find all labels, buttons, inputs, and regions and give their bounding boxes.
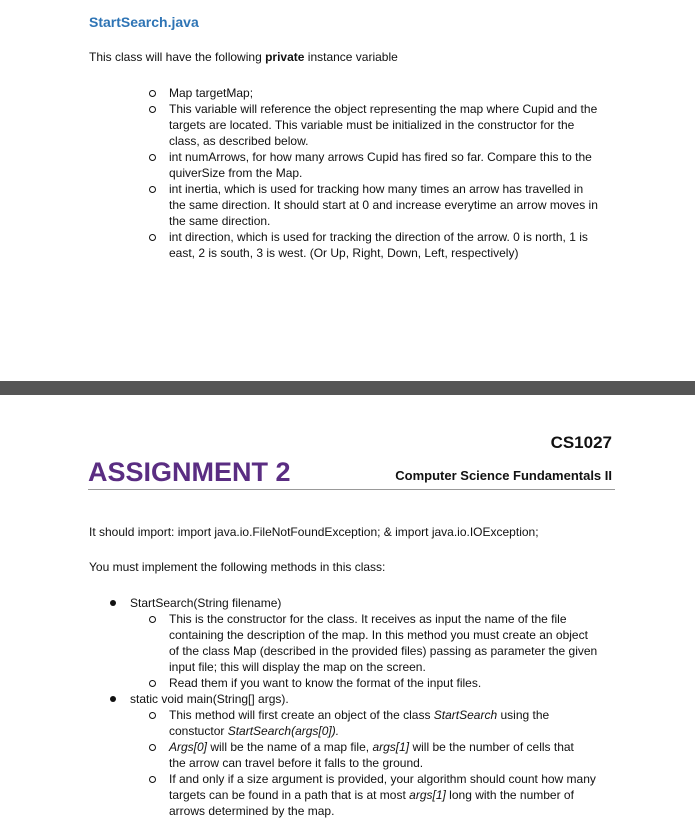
intro-suffix: instance variable	[304, 50, 398, 64]
line: east, 2 is south, 3 is west. (Or Up, Right, Down, Left, respectively)	[169, 246, 519, 260]
text-run-italic: StartSearch(args[0]).	[227, 724, 340, 738]
text-run: targets can be found in a path that is at most	[169, 788, 410, 802]
hollow-bullet-icon	[149, 90, 156, 97]
line: If and only if a size argument is provided, your algorithm should count how many	[169, 772, 596, 786]
hollow-bullet-icon	[149, 154, 156, 161]
list-item	[169, 85, 629, 101]
line: of the class Map (described in the provided files) passing as parameter the given	[169, 644, 598, 658]
hollow-bullet-icon	[149, 776, 156, 783]
line: int direction, which is used for tracking the direction of the arrow. 0 is north, 1 is	[169, 230, 588, 244]
text-run: This method will first create an object of the class	[169, 708, 434, 722]
line: arrows determined by the map.	[169, 804, 335, 818]
line: quiverSize from the Map.	[169, 166, 303, 180]
list-item	[169, 229, 629, 261]
list-item	[169, 739, 630, 771]
hollow-bullet-icon	[149, 186, 156, 193]
text-run: will be the number of cells that	[409, 740, 574, 754]
list-item	[169, 707, 630, 739]
line: int inertia, which is used for tracking how many times an arrow has travelled in	[169, 182, 584, 196]
list-item	[169, 181, 629, 229]
line: containing the description of the map. In this method you must create an object	[169, 628, 588, 642]
text-run-italic: args[1]	[372, 740, 410, 754]
hollow-bullet-icon	[149, 712, 156, 719]
list-item	[169, 149, 629, 181]
text-run-italic: StartSearch	[433, 708, 498, 722]
assignment-title: ASSIGNMENT 2	[88, 457, 291, 487]
course-name: Computer Science Fundamentals II	[395, 468, 612, 483]
list-item	[169, 675, 630, 691]
method-main	[130, 691, 630, 819]
hollow-bullet-icon	[149, 616, 156, 623]
line	[169, 723, 630, 739]
import-line: It should import: import java.io.FileNotFoundException; & import java.io.IOException;	[89, 525, 539, 539]
methods-intro: You must implement the following methods in this class:	[89, 560, 386, 574]
intro-prefix: This class will have the following	[89, 50, 266, 64]
line: targets are located. This variable must be initialized in the constructor for the	[169, 118, 575, 132]
text-run-italic: Args[0]	[169, 740, 208, 754]
list-item	[169, 771, 630, 819]
methods-list	[130, 595, 630, 819]
header-divider	[88, 489, 615, 490]
course-code: CS1027	[550, 433, 612, 452]
line: class, as described below.	[169, 134, 309, 148]
hollow-bullet-icon	[149, 744, 156, 751]
line	[169, 739, 630, 755]
variables-list	[169, 85, 629, 261]
text-run: will be the name of a map file,	[207, 740, 373, 754]
intro-bold: private	[265, 50, 305, 64]
text-run: using the	[497, 708, 550, 722]
list-item	[169, 611, 630, 675]
intro-text	[89, 50, 398, 64]
text-run-italic: args[1]	[409, 788, 446, 802]
hollow-bullet-icon	[149, 680, 156, 687]
line	[169, 707, 630, 723]
hollow-bullet-icon	[149, 234, 156, 241]
method-constructor	[130, 595, 630, 691]
line: the same direction. It should start at 0 and increase everytime an arrow moves in	[169, 198, 598, 212]
line: input file; this will display the map on the screen.	[169, 660, 426, 674]
method-label: StartSearch(String filename)	[130, 596, 282, 610]
filled-bullet-icon	[110, 696, 116, 702]
line: the same direction.	[169, 214, 271, 228]
filled-bullet-icon	[110, 600, 116, 606]
section-heading: StartSearch.java	[89, 14, 199, 30]
line: This variable will reference the object representing the map where Cupid and the	[169, 102, 598, 116]
line: This is the constructor for the class. It receives as input the name of the file	[169, 612, 567, 626]
hollow-bullet-icon	[149, 106, 156, 113]
line	[169, 787, 630, 803]
line: int numArrows, for how many arrows Cupid has fired so far. Compare this to the	[169, 150, 592, 164]
method-label: static void main(String[] args).	[130, 692, 289, 706]
list-item	[169, 101, 629, 149]
line: the arrow can travel before it falls to the ground.	[169, 756, 424, 770]
line: Read them if you want to know the format of the input files.	[169, 676, 482, 690]
text-run: constuctor	[169, 724, 228, 738]
page-gap	[0, 381, 695, 395]
text-run: long with the number of	[445, 788, 574, 802]
line: Map targetMap;	[169, 86, 254, 100]
